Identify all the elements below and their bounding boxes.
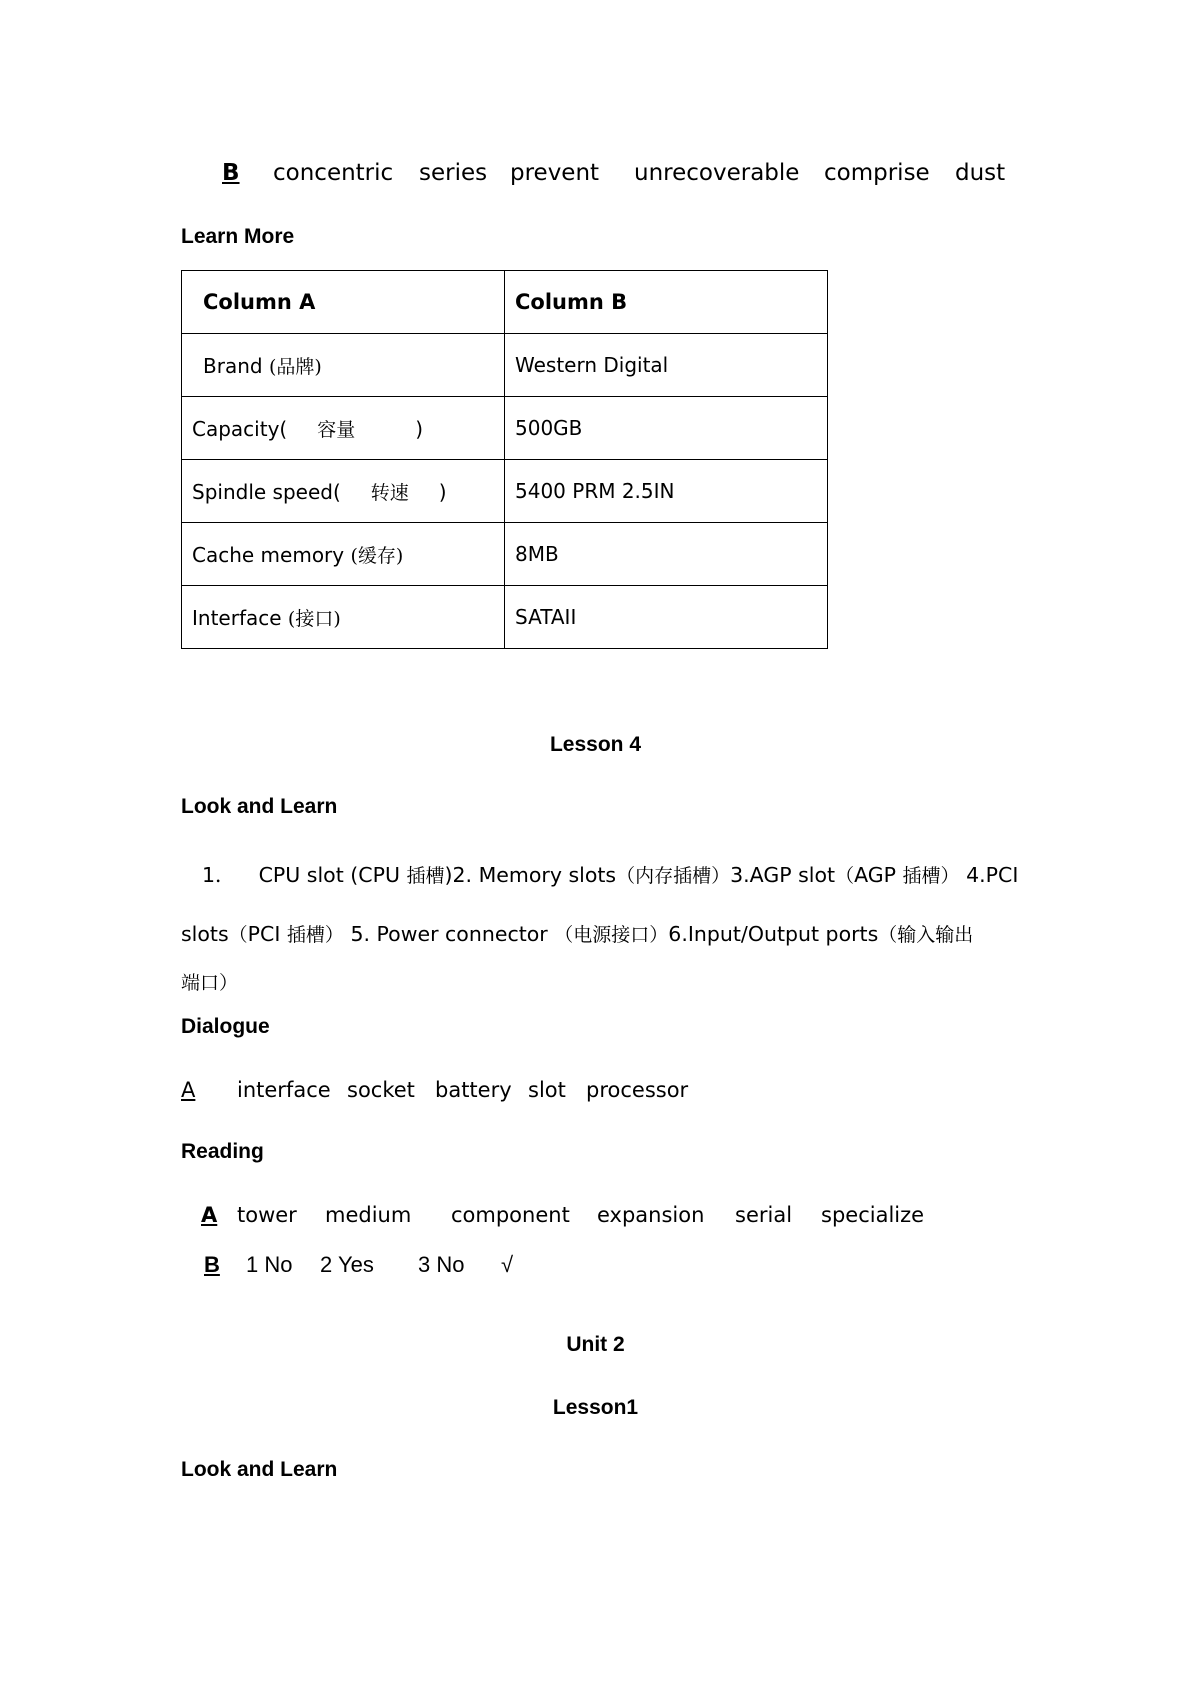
section-heading-look-and-learn: Look and Learn: [181, 1458, 338, 1481]
answer-row-reading-b: [0, 1252, 1191, 1282]
table-cell: 5400 PRM 2.5IN: [505, 460, 828, 523]
section-heading-dialogue: Dialogue: [181, 1015, 270, 1038]
lesson-title: Lesson1: [552, 1396, 639, 1419]
vocab-word: tower: [237, 1203, 297, 1227]
answer-item: 2 Yes: [320, 1252, 374, 1277]
vocab-word: concentric: [273, 160, 394, 186]
table-cell: SATAII: [505, 586, 828, 649]
vocab-word: socket: [347, 1078, 415, 1102]
text-fragment: PCI: [247, 922, 281, 946]
cell-text: ): [438, 479, 447, 504]
vocab-word: interface: [237, 1078, 331, 1102]
cell-text-cn: 转速: [370, 481, 409, 504]
vocab-word: serial: [735, 1203, 793, 1227]
vocab-row-dialogue: [0, 1078, 1191, 1108]
look-and-learn-line-1: [202, 858, 1018, 888]
text-fragment-cn: （: [835, 865, 855, 887]
table-row: [182, 397, 828, 460]
exercise-letter: B: [222, 160, 240, 186]
table-header-cell: Column A: [182, 271, 505, 334]
vocab-word: slot: [528, 1078, 566, 1102]
vocab-word: processor: [586, 1078, 689, 1102]
section-heading-learn-more: Learn More: [181, 225, 295, 248]
vocab-row-reading-a: [0, 1203, 1191, 1233]
spec-table: [181, 270, 828, 649]
cell-text-cn: (品牌): [268, 355, 322, 378]
cell-text: Brand: [203, 353, 263, 378]
text-fragment-cn: 插槽）: [286, 924, 344, 946]
cell-text: ): [415, 416, 424, 441]
exercise-letter: B: [204, 1252, 220, 1277]
table-cell: 500GB: [505, 397, 828, 460]
look-and-learn-line-2: [181, 920, 973, 947]
vocab-word: medium: [325, 1203, 412, 1227]
vocab-word: series: [419, 160, 488, 186]
table-cell: Western Digital: [505, 334, 828, 397]
vocab-word: expansion: [597, 1203, 705, 1227]
text-fragment-cn: （内存插槽）: [616, 865, 731, 887]
vocab-row-b: [0, 160, 1191, 192]
exercise-letter: A: [181, 1078, 196, 1102]
answer-item: 3 No: [418, 1252, 465, 1277]
list-number: 1．: [202, 863, 236, 887]
table-cell: 8MB: [505, 523, 828, 586]
check-mark: √: [501, 1252, 514, 1277]
vocab-word: prevent: [510, 160, 600, 186]
cell-text-cn: (接口): [287, 607, 341, 630]
cell-text: Capacity(: [192, 416, 288, 441]
exercise-letter: A: [201, 1203, 218, 1227]
table-cell: [182, 523, 505, 586]
table-cell: [182, 334, 505, 397]
table-cell: [182, 586, 505, 649]
vocab-word: unrecoverable: [634, 160, 800, 186]
text-fragment-cn: （电源接口）: [554, 924, 669, 946]
table-row: [182, 460, 828, 523]
text-fragment: )2. Memory slots: [444, 863, 617, 887]
table-row: [182, 334, 828, 397]
table-cell: [182, 460, 505, 523]
section-heading-reading: Reading: [181, 1140, 264, 1163]
lesson-title: Lesson 4: [549, 733, 642, 756]
cell-text-cn: (缓存): [350, 544, 404, 567]
vocab-word: comprise: [824, 160, 930, 186]
text-fragment: 4.PCI: [966, 863, 1019, 887]
text-fragment: 5. Power connector: [350, 922, 548, 946]
text-fragment: 3.AGP slot: [730, 863, 836, 887]
unit-title: Unit 2: [566, 1333, 625, 1356]
cell-text: Cache memory: [192, 542, 345, 567]
text-fragment: slots: [181, 922, 229, 946]
text-fragment-cn: （: [228, 924, 248, 946]
vocab-word: dust: [955, 160, 1006, 186]
look-and-learn-line-3: 端口）: [181, 972, 239, 994]
text-fragment: CPU slot (CPU: [258, 863, 407, 887]
cell-text-cn: 容量: [317, 418, 356, 441]
table-row: [182, 523, 828, 586]
cell-text: Spindle speed(: [192, 479, 341, 504]
section-heading-look-and-learn: Look and Learn: [181, 795, 338, 818]
table-header-row: [182, 271, 828, 334]
vocab-word: specialize: [821, 1203, 925, 1227]
text-fragment-cn: 插槽）: [902, 865, 960, 887]
table-header-cell: Column B: [505, 271, 828, 334]
text-fragment: 6.Input/Output ports: [668, 922, 879, 946]
text-fragment-cn: （输入输出: [878, 924, 974, 946]
text-fragment-cn: 插槽: [406, 865, 445, 887]
answer-item: 1 No: [246, 1252, 293, 1277]
vocab-word: battery: [435, 1078, 512, 1102]
table-cell: [182, 397, 505, 460]
table-row: [182, 586, 828, 649]
vocab-word: component: [451, 1203, 570, 1227]
text-fragment: AGP: [854, 863, 897, 887]
cell-text: Interface: [192, 605, 282, 630]
